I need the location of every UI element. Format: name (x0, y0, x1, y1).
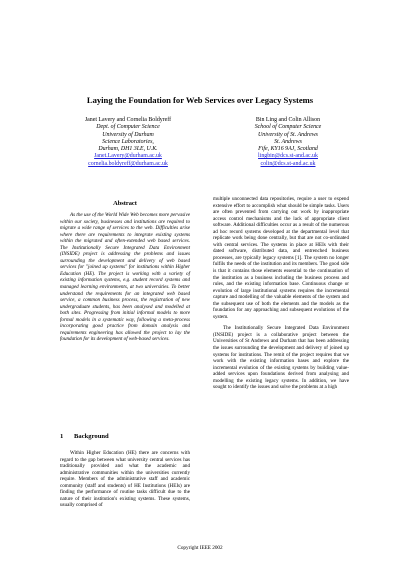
right-column-body (213, 196, 349, 396)
body-paragraph: Within Higher Education (HE) there are concerns with regard to the gap between what university central services has traditionally provided and what the academic and administrative communities within the universities currently require. Members of the administrative staff and academic community (staff and students) of HE Institutions (HEIs) are finding the performance of routine tasks difficult due to the nature of their institution's existing systems. These systems, usually comprised of (60, 450, 190, 509)
author-email-link[interactable]: cornelia.boldyreff@durham.ac.uk (88, 160, 168, 167)
author-university: University of St. Andrews (258, 131, 318, 138)
body-paragraph: The Institutionally Secure Integrated Data Environment (INSIDE) project is a collaborative project between the Universities of St Andrews and Durham that has been addressing the issues surrounding the development and delivery of joined up systems for institutions. The remit of the project requires that we work with the existing information bases and explore the incremental evolution of the existing systems by building value-added services upon foundations derived from analysing and modelling the existing legacy systems. In addition, we have sought to identify the issues and solve the problems at a high (213, 325, 349, 391)
author-labs: St. Andrews (274, 138, 302, 145)
author-email-link[interactable]: colin@dcs.st-and.ac.uk (260, 160, 316, 167)
author-names: Bin Ling and Colin Allison (255, 117, 321, 123)
author-block-left (38, 117, 218, 168)
author-university: University of Durham (102, 131, 154, 138)
section-heading (60, 433, 190, 440)
abstract-heading: Abstract (113, 200, 137, 207)
left-column-body (60, 450, 190, 514)
author-email-link[interactable]: Janet.Lavery@durham.ac.uk (94, 153, 162, 160)
paper-title: Laying the Foundation for Web Services over Legacy Systems (86, 95, 314, 105)
body-paragraph: multiple unconnected data repositories, require a user to expend extensive effort to accomplish what should be simple tasks. Users are often prevented from carrying out work by inappropriate access control mechanisms and the lack of appropriate client software. Additional difficulties occur as a result of the numerous ad hoc record systems developed at the departmental level that replicate work being done centrally, but that are not co-ordinated with central services. The systems in place at HEIs with their dated software, distributed data, and entrenched business processes, are typically legacy systems [1]. The system no longer fulfils the needs of the institution and its members. The good side is that it contains those elements essential to the continuation of the institution as a business including the business process and rules, and the existing information base. Continuous change or evolution of large institutional systems requires the incremental capture and modelling of the valuable elements of the system and the subsequent use of both the elements and the models as the foundation for any approaching and subsequent evolutions of the system. (213, 196, 349, 320)
author-address: Fife, KY16 9AJ, Scotland (258, 146, 318, 153)
author-department: School of Computer Science (254, 124, 322, 131)
author-block-right (198, 117, 378, 168)
author-labs: Science Laboratories, (102, 138, 154, 145)
author-department: Dept. of Computer Science (96, 124, 160, 131)
abstract-text: As the use of the World Wide Web becomes more pervasive within our society, businesses and institutions are required to migrate a wide range of services to the web. Difficulties arise where there are requirements to integrate existing systems within the migrated and often-extended web based services. The Institutionally Secure Integrated Data Environment (INSIDE) project is addressing the problems and issues surrounding the development and delivery of web based services for "joined up systems" for institutions within Higher Education (HE). The project is working with a variety of existing information systems, e.g. student record systems and managed learning environments, at two universities. To better understand the requirements for an integrated web based service, a common business process, the registration of new undergraduate students, has been analysed and modelled at both sites. Progressing from initial informal models to more formal models in a systematic way, following a meta-process incorporating good practice from domain analysis and requirements engineering has allowed the project to lay the foundation for its development of web-based services. (60, 212, 190, 343)
author-address: Durham, DH1 3LE, U.K. (98, 146, 158, 153)
copyright-footer: Copyright IEEE 2002 (177, 545, 223, 551)
author-names: Janet Lavery and Cornelia Boldyreff (84, 117, 172, 123)
section-title: Background (74, 433, 109, 440)
abstract-body (60, 212, 190, 348)
author-email-link[interactable]: lingbin@dcs.st-and.ac.uk (258, 153, 318, 160)
section-number: 1 (60, 433, 64, 440)
